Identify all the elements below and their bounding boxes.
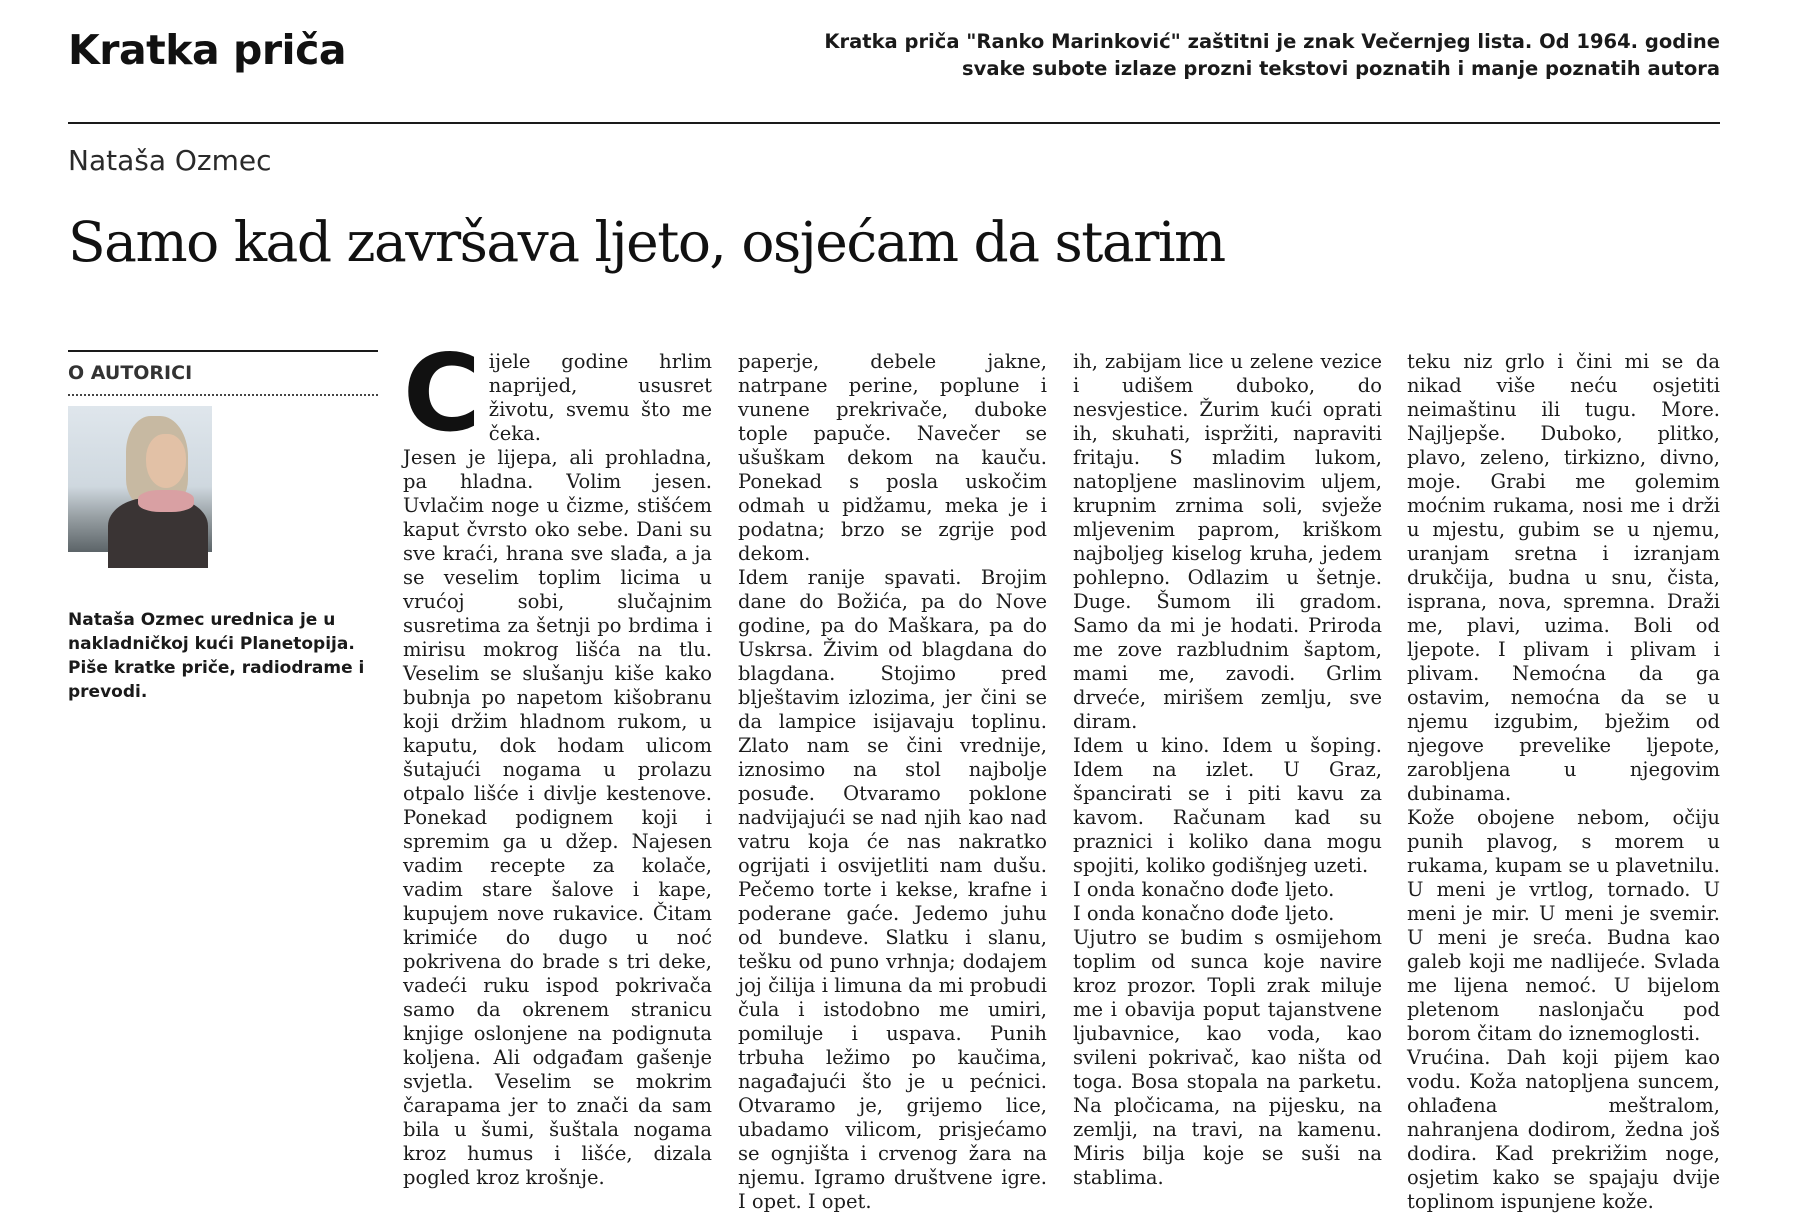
author-bio: Nataša Ozmec urednica je u nakladničkoj kući Planetopija. Piše kratke priče, radiodrame i prevodi. <box>68 610 365 702</box>
author-photo-scarf <box>138 490 194 512</box>
paragraph: Idem u kino. Idem u šoping. Idem na izlet. U Graz, špancirati se i piti kavu za kavom. Računam kad su praznici i koliko dana mogu spojiti, koliko godišnjeg uzeti. <box>1073 734 1382 877</box>
paragraph: ijele godine hrlim naprijed, ususret životu, svemu što me čeka. <box>488 350 712 445</box>
text-column-4 <box>1407 350 1720 1214</box>
paragraph: paperje, debele jakne, natrpane perine, poplune i vunene prekrivače, duboke tople papuče. Navečer se ušuškam dekom na kauču. Ponekad s posla uskočim odmah u pidžamu, meka je i podatna; brzo se zgrije pod dekom. <box>738 350 1047 565</box>
newspaper-page <box>68 0 1720 1213</box>
sidebar-heading: O AUTORICI <box>68 362 193 384</box>
author-photo <box>68 406 212 552</box>
section-title: Kratka priča <box>68 26 347 74</box>
paragraph: Jesen je lijepa, ali prohladna, pa hladna. Volim jesen. Uvlačim noge u čizme, stišćem kaput čvrsto oko sebe. Dani su sve kraći, hrana sve slađa, a ja se veselim toplim licima u vrućoj sobi, slučajnim susretima za šetnji po brdima i mirisu mokrog lišća na tlu. Veselim se slušanju kiše kako bubnja po napetom kišobranu koji držim hladnom rukom, u kaputu, dok hodam ulicom šutajući nogama u prolazu otpalo lišće i divlje kestenove. Ponekad podignem koji i spremim ga u džep. Najesen vadim recepte za kolače, vadim stare šalove i kape, kupujem nove rukavice. Čitam krimiće do dugo u noć pokrivena do brade s tri deke, vadeći ruku ispod pokrivača samo da okrenem stranicu knjige oslonjene na podignuta koljena. Ali odgađam gašenje svjetla. Veselim se mokrim čarapama jer to znači da sam bila u šumi, šuštala nogama kroz humus i lišće, dizala pogled kroz krošnje. <box>403 446 712 1189</box>
paragraph: teku niz grlo i čini mi se da nikad više neću osjetiti neimaštinu ili tugu. More. Najljepše. Duboko, plitko, plavo, zeleno, tirkizno, divno, moje. Grabi me golemim moćnim rukama, nosi me i drži u mjestu, gubim se u njemu, uranjam sretna i izranjam drukčija, budna u snu, čista, isprana, nova, spremna. Draži me, plavi, uzima. Boli od ljepote. I plivam i plivam i plivam. Nemoćna da ga ostavim, nemoćna da se u njemu izgubim, bježim od njegove prevelike ljepote, zarobljena u njegovim dubinama. <box>1407 350 1720 805</box>
sidebar-divider <box>68 350 378 352</box>
article-headline: Samo kad završava ljeto, osjećam da starim <box>68 210 1225 274</box>
author-byline: Nataša Ozmec <box>68 144 272 177</box>
section-tagline: Kratka priča "Ranko Marinković" zaštitni je znak Večernjeg lista. Od 1964. godine svake subote izlaze prozni tekstovi poznatih i manje poznatih autora <box>824 30 1720 80</box>
paragraph: I onda konačno dođe ljeto. <box>1073 902 1335 925</box>
sidebar-dotted-divider <box>68 394 378 396</box>
paragraph: ih, zabijam lice u zelene vezice i udišem duboko, do nesvjestice. Žurim kući oprati ih, skuhati, ispržiti, napraviti fritaju. S mladim lukom, natopljene maslinovim uljem, krupnim zrnima soli, svježe mljevenim paprom, kriškom najboljeg kiselog kruha, jedem pohlepno. Odlazim u šetnje. Duge. Šumom ili gradom. Samo da mi je hodati. Priroda me zove razbludnim šaptom, mami me, zavodi. Grlim drveće, mirišem zemlju, sve diram. <box>1073 350 1382 733</box>
paragraph: I onda konačno dođe ljeto. <box>1073 878 1335 901</box>
section-header <box>68 26 1720 122</box>
text-column-1 <box>403 332 712 1190</box>
paragraph: Ujutro se budim s osmijehom toplim od sunca koje navire kroz prozor. Topli zrak miluje me i obavija poput tajanstvene ljubavnice, kao voda, kao svileni pokrivač, kao ništa od toga. Bosa stopala na parketu. Na pločicama, na pijesku, na zemlji, na travi, na kamenu. Miris bilja koje se suši na stablima. <box>1073 926 1382 1189</box>
author-sidebar <box>68 350 378 704</box>
paragraph: Vrućina. Dah koji pijem kao vodu. Koža natopljena suncem, ohlađena meštralom, nahranjena dodirom, žedna još dodira. Kad prekrižim noge, osjetim kako se spajaju dvije toplinom ispunjene kože. <box>1407 1046 1720 1213</box>
paragraph: Kože obojene nebom, očiju punih plavog, s morem u rukama, kupam se u plavetnilu. U meni je vrtlog, tornado. U meni je mir. U meni je svemir. U meni je sreća. Budna kao galeb koji me nadlijeće. Svlada me lijena nemoć. U bijelom pletenom naslonjaču pod borom čitam do iznemoglosti. <box>1407 806 1720 1045</box>
article-body <box>403 332 1720 1213</box>
text-column-3 <box>1073 350 1382 1190</box>
header-divider <box>68 122 1720 124</box>
paragraph: Idem ranije spavati. Brojim dane do Božića, pa do Nove godine, pa do Maškara, pa do Uskrsa. Živim od blagdana do blagdana. Stojimo pred blještavim izlozima, jer čini se da lampice isijavaju toplinu. Zlato nam se čini vrednije, iznosimo na stol najbolje posuđe. Otvaramo poklone nadvijajući se nad njih kao nad vatru koja će nas nakratko ogrijati i osvijetliti nam dušu. Pečemo torte i kekse, krafne i poderane gaće. Jedemo juhu od bundeve. Slatku i slanu, tešku od puno vrhnja; dodajem joj čilija i limuna da mi probudi čula i istodobno me umiri, pomiluje i uspava. Punih trbuha ležimo po kaučima, nagađajući što je u pećnici. Otvaramo je, grijemo lice, ubadamo vilicom, prisjećamo se ognjišta i crvenog žara na njemu. Igramo društvene igre. I opet. I opet. <box>738 566 1047 1213</box>
text-column-2 <box>738 350 1047 1214</box>
drop-cap: C <box>403 332 481 455</box>
author-photo-face <box>146 434 186 488</box>
